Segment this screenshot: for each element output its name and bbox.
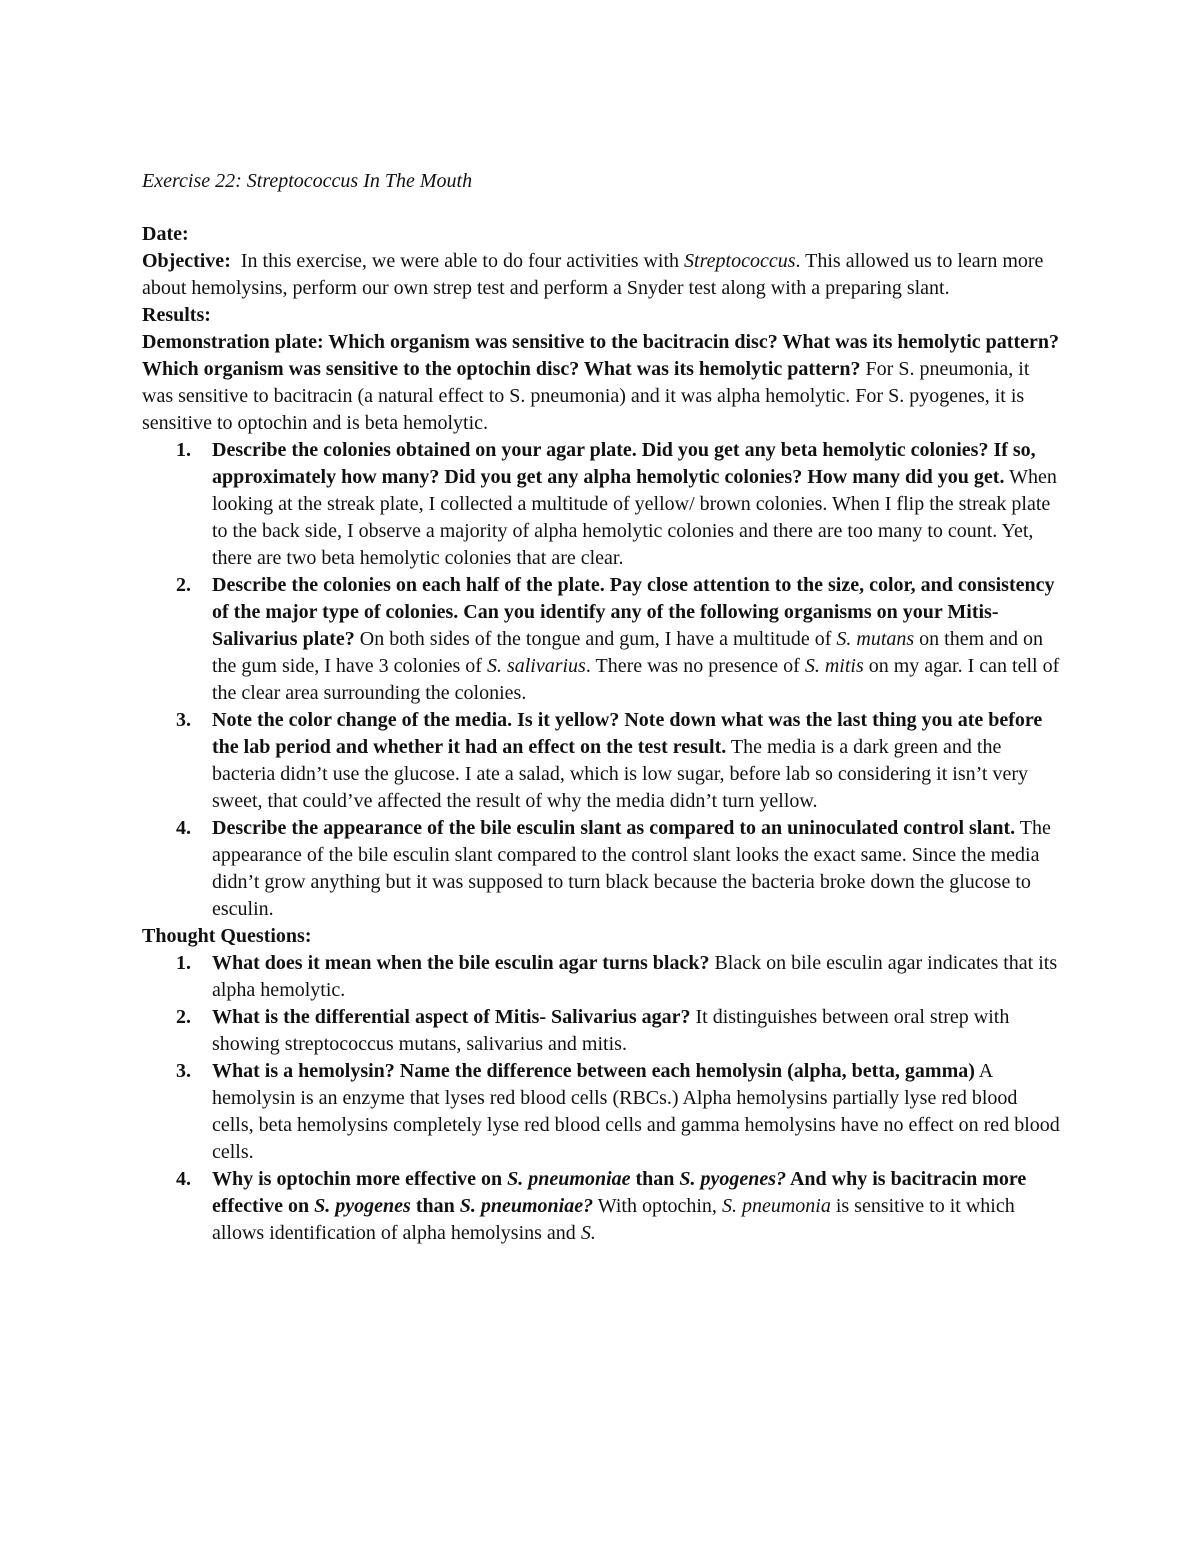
objective-italic: Streptococcus <box>684 250 796 272</box>
objective-paragraph <box>142 248 1060 302</box>
demonstration-answer: For S. pneumonia, it was sensitive to bacitracin (a natural effect to S. pneumonia) and it was alpha hemolytic. For S. pyogenes, it is sensitive to optochin and is beta hemolytic. <box>142 358 1030 434</box>
item-question: Describe the colonies obtained on your agar plate. Did you get any beta hemolytic colonies? If so, approximately how many? Did you get any alpha hemolytic colonies? How many did you get. <box>212 439 1036 488</box>
item-number: 4. <box>176 817 191 839</box>
results-list <box>142 437 1060 923</box>
objective-label: Objective: <box>142 250 231 272</box>
thought-questions-label: Thought Questions: <box>142 925 312 947</box>
item-question: What is a hemolysin? Name the difference between each hemolysin (alpha, betta, gamma) <box>212 1060 975 1082</box>
species-name: S. pyogenes <box>314 1195 411 1217</box>
item-answer: The media is a dark green and the bacteria didn’t use the glucose. I ate a salad, which is low sugar, before lab so considering it isn’t very sweet, that could’ve affected the result of why the media didn’t turn yellow. <box>212 736 1029 812</box>
date-label: Date: <box>142 223 189 245</box>
item-answer: The appearance of the bile esculin slant compared to the control slant looks the exact same. Since the media didn’t grow anything but it was supposed to turn black because the bacteria broke down the glucose to esculin. <box>212 817 1051 920</box>
list-item <box>176 1004 1060 1058</box>
item-answer-part: With optochin, <box>593 1195 722 1217</box>
demonstration-question: Demonstration plate: Which organism was sensitive to the bacitracin disc? What was its hemolytic pattern? Which organism was sensitive to the optochin disc? What was its hemolytic pattern? <box>142 331 1059 380</box>
item-number: 1. <box>176 952 191 974</box>
item-question: Describe the appearance of the bile esculin slant as compared to an uninoculated control slant. <box>212 817 1016 839</box>
item-number: 2. <box>176 574 191 596</box>
item-answer: Black on bile esculin agar indicates that its alpha hemolytic. <box>212 952 1058 1001</box>
list-item <box>176 1058 1060 1166</box>
item-question: What does it mean when the bile esculin agar turns black? <box>212 952 710 974</box>
species-name: S. mitis <box>804 655 864 677</box>
item-question: Note the color change of the media. Is it yellow? Note down what was the last thing you ate before the lab period and whether it had an effect on the test result. <box>212 709 1043 758</box>
species-name: S. pneumonia <box>721 1195 831 1217</box>
list-item <box>176 815 1060 923</box>
item-question-part: than <box>410 1195 460 1217</box>
item-number: 4. <box>176 1168 191 1190</box>
item-number: 1. <box>176 439 191 461</box>
item-answer-part: on them and on the gum side, I have 3 colonies of <box>212 628 1044 677</box>
item-question-part: And why is bacitracin more effective on <box>212 1168 1027 1217</box>
results-heading <box>142 302 1060 329</box>
species-name: S. pneumoniae <box>507 1168 631 1190</box>
species-name: S. mutans <box>836 628 915 650</box>
species-name: S. <box>580 1222 596 1244</box>
item-question: What is the differential aspect of Mitis- Salivarius agar? <box>212 1006 691 1028</box>
results-label: Results: <box>142 304 211 326</box>
list-item <box>176 1166 1060 1247</box>
list-item <box>176 950 1060 1004</box>
item-answer-part: On both sides of the tongue and gum, I have a multitude of <box>354 628 837 650</box>
item-question-part: than <box>630 1168 680 1190</box>
date-line <box>142 221 1060 248</box>
item-answer-part: is sensitive to it which allows identification of alpha hemolysins and <box>212 1195 1015 1244</box>
list-item <box>176 572 1060 707</box>
document-title: Exercise 22: Streptococcus In The Mouth <box>142 170 473 192</box>
species-name: S. pneumoniae? <box>459 1195 594 1217</box>
item-answer: A hemolysin is an enzyme that lyses red blood cells (RBCs.) Alpha hemolysins partially lyse red blood cells, beta hemolysins completely lyse red blood cells and gamma hemolysins have no effect on red blood cells. <box>212 1060 1060 1163</box>
species-name: S. pyogenes? <box>679 1168 787 1190</box>
item-answer: It distinguishes between oral strep with showing streptococcus mutans, salivarius and mitis. <box>212 1006 1010 1055</box>
item-number: 3. <box>176 1060 191 1082</box>
item-question: Describe the colonies on each half of the plate. Pay close attention to the size, color, and consistency of the major type of colonies. Can you identify any of the following organisms on your Mitis- Salivarius plate? <box>212 574 1055 650</box>
species-name: S. salivarius <box>486 655 586 677</box>
list-item <box>176 437 1060 572</box>
list-item <box>176 707 1060 815</box>
item-number: 2. <box>176 1006 191 1028</box>
thought-questions-heading <box>142 923 1060 950</box>
objective-text-before: In this exercise, we were able to do four activities with <box>240 250 685 272</box>
demonstration-paragraph <box>142 329 1060 437</box>
item-answer: When looking at the streak plate, I collected a multitude of yellow/ brown colonies. When I flip the streak plate to the back side, I observe a majority of alpha hemolytic colonies and there are too many to count. Yet, there are two beta hemolytic colonies that are clear. <box>212 466 1057 569</box>
item-answer-part: on my agar. I can tell of the clear area surrounding the colonies. <box>212 655 1060 704</box>
item-number: 3. <box>176 709 191 731</box>
thought-questions-list <box>142 950 1060 1247</box>
item-question-part: Why is optochin more effective on <box>212 1168 508 1190</box>
item-answer-part: . There was no presence of <box>585 655 805 677</box>
objective-text-after: . This allowed us to learn more about hemolysins, perform our own strep test and perform a Snyder test along with a preparing slant. <box>142 250 1044 299</box>
